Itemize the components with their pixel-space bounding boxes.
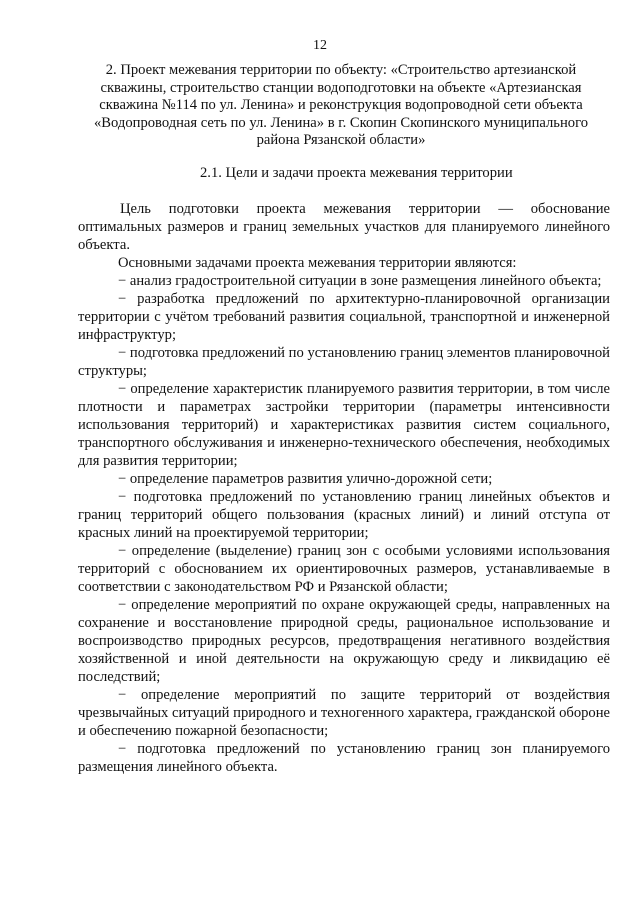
page-number: 12 — [313, 38, 327, 53]
paragraph-tasks-intro: Основными задачами проекта межевания территории являются: — [118, 255, 517, 271]
list-item: − подготовка предложений по установлению границ элементов планировочной структуры; — [78, 345, 610, 379]
list-item: − разработка предложений по архитектурно-планировочной организации территории с учётом требований развития социальной, транспортной и инженерной инфраструктур; — [78, 291, 610, 343]
list-item: − определение характеристик планируемого развития территории, в том числе плотности и параметрах застройки территории (параметры интенсивности использования территорий) и характеристиках развития систем социального, транспортного обслуживания и инженерно-технического обеспечения, необходимых для развития территории; — [78, 381, 610, 469]
subsection-title: 2.1. Цели и задачи проекта межевания территории — [200, 165, 513, 181]
list-item: − анализ градостроительной ситуации в зоне размещения линейного объекта; — [118, 273, 602, 289]
document-body — [78, 200, 610, 776]
list-item: − подготовка предложений по установлению границ линейных объектов и границ территорий общего пользования (красных линий) и линий отступа от красных линий на проектируемой территории; — [78, 489, 610, 541]
list-item: − подготовка предложений по установлению границ зон планируемого размещения линейного объекта. — [78, 741, 610, 775]
list-item: − определение мероприятий по защите территорий от воздействия чрезвычайных ситуаций природного и техногенного характера, гражданской обороне и обеспечению пожарной безопасности; — [78, 687, 610, 739]
list-item: − определение (выделение) границ зон с особыми условиями использования территорий с обоснованием их ориентировочных размеров, устанавливаемые в соответствии с законодательством РФ и Рязанской области; — [78, 543, 610, 595]
paragraph-goal: Цель подготовки проекта межевания территории — обоснование оптимальных размеров и границ земельных участков для планируемого линейного объекта. — [78, 201, 610, 253]
section-title: 2. Проект межевания территории по объекту: «Строительство артезианской скважины, строительство станции водоподготовки на объекте «Артезианская скважина №114 по ул. Ленина» и реконструкция водопроводной сети объекта «Водопроводная сеть по ул. Ленина» в г. Скопин Скопинского муниципального района Рязанской области» — [94, 62, 588, 148]
list-item: − определение параметров развития улично-дорожной сети; — [118, 471, 493, 487]
list-item: − определение мероприятий по охране окружающей среды, направленных на сохранение и восстановление природной среды, рациональное использование и воспроизводство природных ресурсов, предотвращения негативного воздействия хозяйственной и иной деятельности на окружающую среду и ликвидацию её последствий; — [78, 597, 610, 685]
